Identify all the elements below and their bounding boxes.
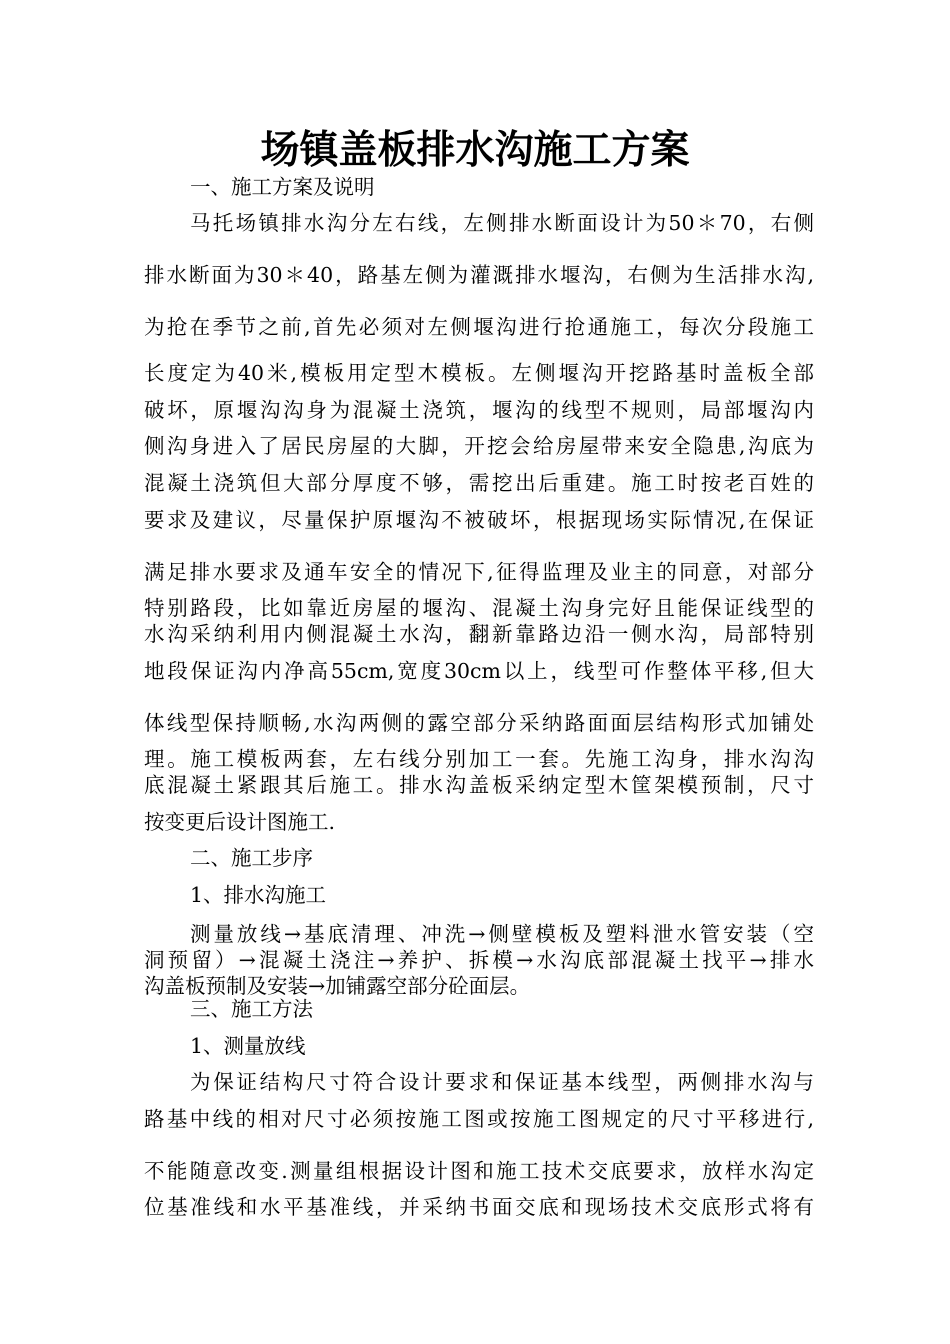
paragraph-line: 理。施工模板两套，左右线分别加工一套。先施工沟身，排水沟沟 — [144, 747, 814, 771]
paragraph-line: 混凝土浇筑但大部分厚度不够，需挖出后重建。施工时按老百姓的 — [144, 471, 814, 495]
paragraph-line: 底混凝土紧跟其后施工。排水沟盖板采纳定型木筐架模预制，尺寸 — [144, 773, 814, 797]
document-title: 场镇盖板排水沟施工方案 — [260, 127, 690, 173]
paragraph-line: 路基中线的相对尺寸必须按施工图或按施工图规定的尺寸平移进行, — [144, 1107, 814, 1131]
paragraph-line: 特别路段，比如靠近房屋的堰沟、混凝土沟身完好且能保证线型的 — [144, 596, 814, 620]
paragraph-line: 沟盖板预制及安装→加铺露空部分砼面层。 — [144, 974, 531, 998]
paragraph-line: 为保证结构尺寸符合设计要求和保证基本线型，两侧排水沟与 — [190, 1070, 814, 1094]
section-heading-2: 二、施工步序 — [190, 846, 313, 870]
paragraph-line: 满足排水要求及通车安全的情况下,征得监理及业主的同意，对部分 — [144, 560, 814, 584]
paragraph-line: 洞预留）→混凝土浇注→养护、拆模→水沟底部混凝土找平→排水 — [144, 948, 814, 972]
paragraph-line: 位基准线和水平基准线，并采纳书面交底和现场技术交底形式将有 — [144, 1195, 814, 1219]
paragraph-line: 按变更后设计图施工. — [144, 810, 336, 834]
section-heading-1: 一、施工方案及说明 — [190, 175, 375, 199]
subsection-heading: 1、排水沟施工 — [190, 883, 327, 907]
paragraph-line: 长度定为40米,模板用定型木模板。左侧堰沟开挖路基时盖板全部 — [144, 361, 814, 385]
paragraph-line: 地段保证沟内净高55cm,宽度30cm以上，线型可作整体平移,但大 — [144, 659, 814, 683]
paragraph-line: 为抢在季节之前,首先必须对左侧堰沟进行抢通施工，每次分段施工 — [144, 315, 814, 339]
paragraph-line: 排水断面为30＊40，路基左侧为灌溉排水堰沟，右侧为生活排水沟, — [144, 263, 814, 287]
paragraph-line: 马托场镇排水沟分左右线，左侧排水断面设计为50＊70，右侧 — [190, 211, 814, 235]
paragraph-line: 不能随意改变.测量组根据设计图和施工技术交底要求，放样水沟定 — [144, 1159, 814, 1183]
section-heading-3: 三、施工方法 — [190, 997, 313, 1021]
paragraph-line: 体线型保持顺畅,水沟两侧的露空部分采纳路面面层结构形式加铺处 — [144, 711, 814, 735]
subsection-heading: 1、测量放线 — [190, 1034, 306, 1058]
paragraph-line: 破坏，原堰沟沟身为混凝土浇筑，堰沟的线型不规则，局部堰沟内 — [144, 398, 814, 422]
paragraph-line: 测量放线→基底清理、冲洗→侧壁模板及塑料泄水管安装（空 — [190, 922, 814, 946]
paragraph-line: 水沟采纳利用内侧混凝土水沟，翻新靠路边沿一侧水沟，局部特别 — [144, 622, 814, 646]
paragraph-line: 要求及建议，尽量保护原堰沟不被破坏，根据现场实际情况,在保证 — [144, 508, 814, 532]
paragraph-line: 侧沟身进入了居民房屋的大脚，开挖会给房屋带来安全隐患,沟底为 — [144, 434, 814, 458]
